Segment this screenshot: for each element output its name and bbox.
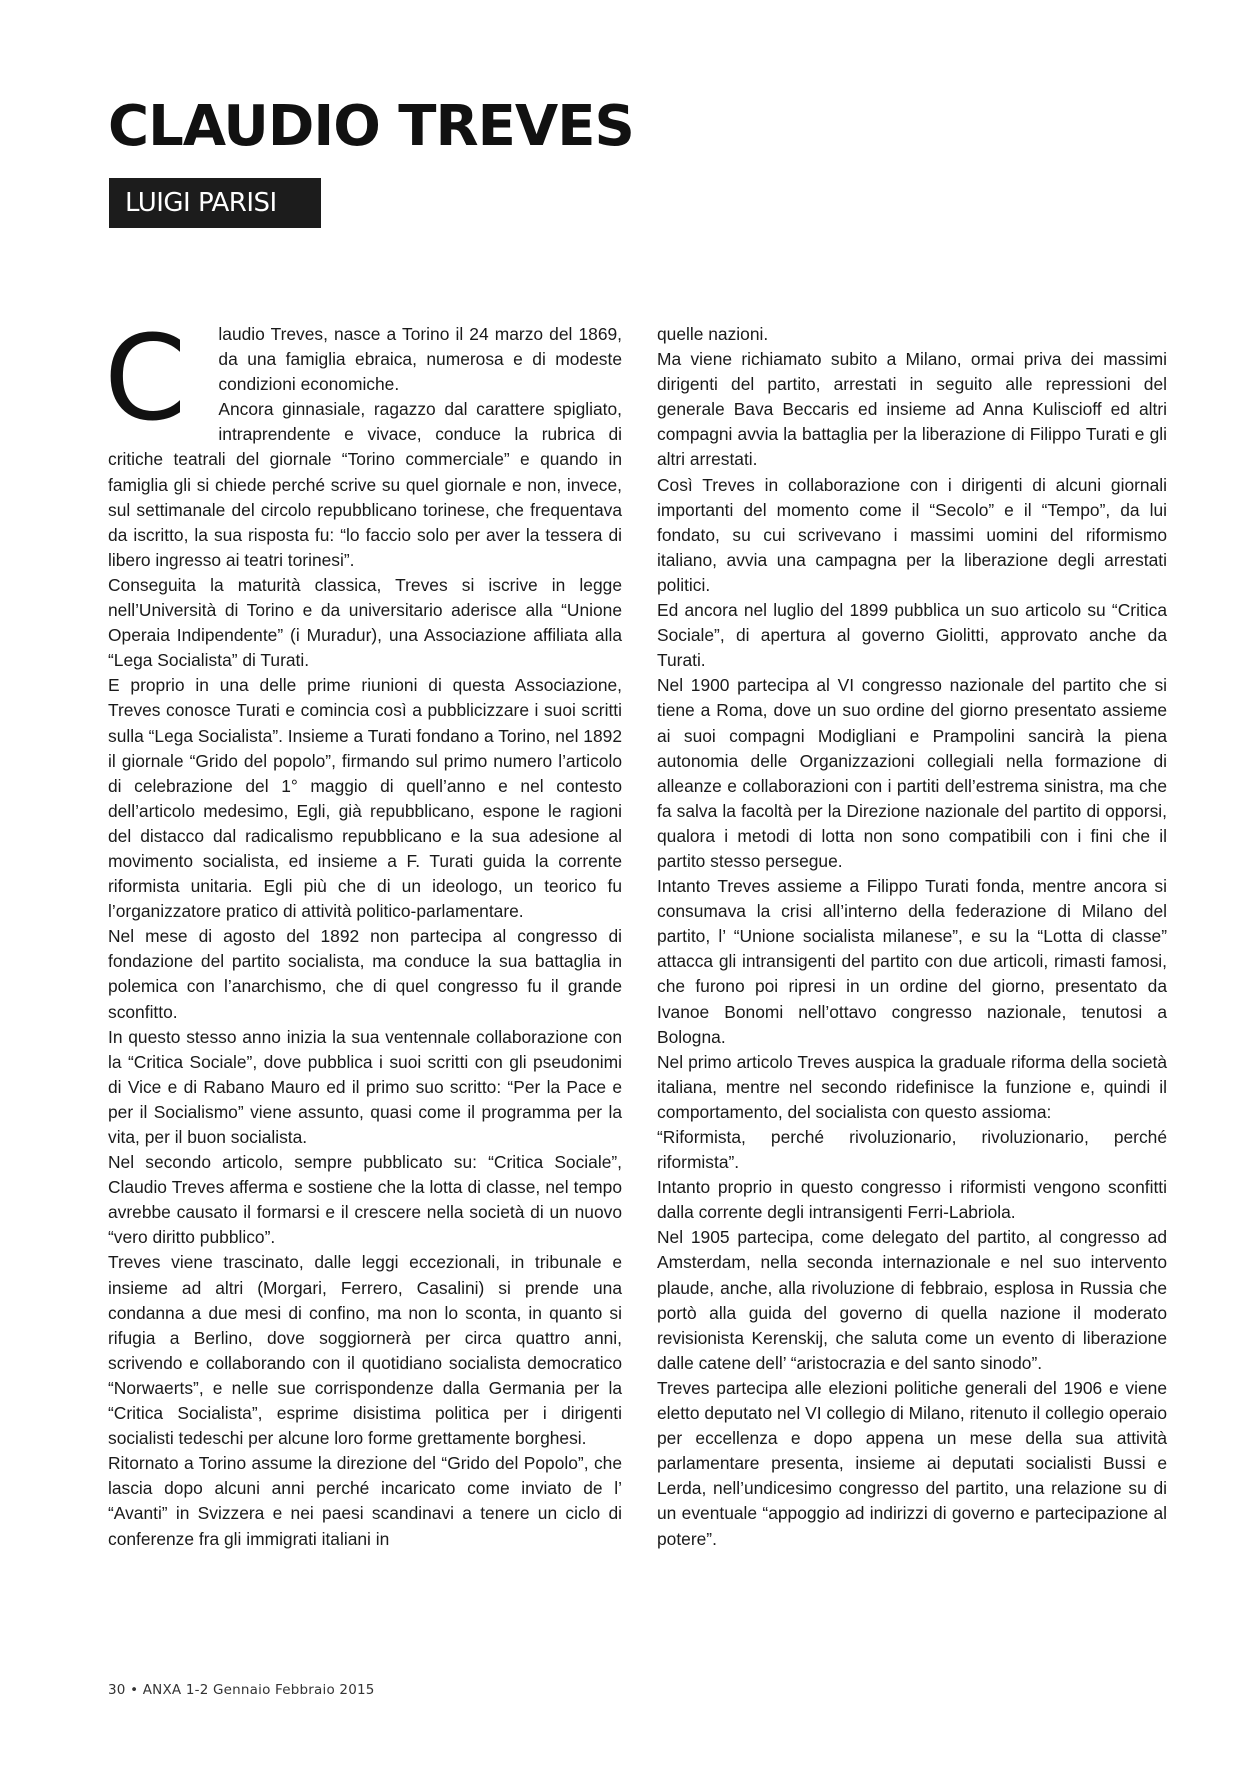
paragraph: Intanto Treves assieme a Filippo Turati fonda, mentre ancora si consumava la crisi all’interno della federazione di Milano del partito, l’ “Unione socialista milanese”, e su la “Lotta di classe” attacca gli intransigenti del partito con due articoli, rimasti famosi, che furono poi ripresi in un ordine del giorno, presentato da Ivanoe Bonomi nell’ottavo congresso nazionale, tenutosi a Bologna.: [657, 876, 1167, 1047]
left-column: [104, 309, 622, 1552]
paragraph: Treves viene trascinato, dalle leggi eccezionali, in tribunale e insieme ad altri (Morgari, Ferrero, Casalini) si prende una condanna a due mesi di confino, ma non lo sconta, in quanto si rifugia a Berlino, dove soggiornerà per circa quattro anni, scrivendo e collaborando con il quotidiano socialista democratico “Norwaerts”, e nelle sue corrispondenze dalla Germania per la “Critica Socialista”, esprime disistima politica per i dirigenti socialisti tedeschi per alcune loro forme grettamente borghesi.: [108, 1252, 622, 1449]
paragraph: Ed ancora nel luglio del 1899 pubblica un suo articolo su “Critica Sociale”, di apertura al governo Giolitti, approvato anche da Turati.: [657, 600, 1167, 671]
paragraph: E proprio in una delle prime riunioni di questa Associazione, Treves conosce Turati e comincia così a pubblicizzare i suoi scritti sulla “Lega Socialista”. Insieme a Turati fondano a Torino, nel 1892 il giornale “Grido del popolo”, firmando sul primo numero l’articolo di celebrazione del 1° maggio di quell’anno e nel contesto dell’articolo medesimo, Egli, già repubblicano, espone le ragioni del distacco dal radicalismo repubblicano e la sua adesione al movimento socialista, ed insieme a F. Turati guida la corrente riformista unitaria. Egli più che di un ideologo, un teorico fu l’organizzatore pratico di attività politico-parlamentare.: [108, 675, 622, 922]
paragraph: Nel 1905 partecipa, come delegato del partito, al congresso ad Amsterdam, nella seconda internazionale e nel suo intervento plaude, anche, alla rivoluzione di febbraio, esplosa in Russia che portò alla guida del governo di quella nazione il moderato revisionista Kerenskij, che saluta come un evento di liberazione dalle catene dell’ “aristocrazia e del santo sinodo”.: [657, 1227, 1167, 1373]
paragraph-text: laudio Treves, nasce a Torino il 24 marzo del 1869, da una famiglia ebraica, numerosa e di modeste condizioni economiche.: [218, 324, 622, 395]
paragraph: “Riformista, perché rivoluzionario, rivoluzionario, perché riformista”.: [657, 1127, 1167, 1173]
article-title: CLAUDIO TREVES: [108, 94, 634, 159]
paragraph: Ancora ginnasiale, ragazzo dal carattere spigliato, intraprendente e vivace, conduce la rubrica di critiche teatrali del giornale “Torino commerciale” e quando in famiglia gli si chiede perché scrive su quel giornale e non, invece, sul settimanale del circolo repubblicano torinese, che frequentava da iscritto, la sua risposta fu: “lo faccio solo per aver la tessera di libero ingresso ai teatri torinesi”.: [108, 399, 622, 570]
paragraph: Nel mese di agosto del 1892 non partecipa al congresso di fondazione del partito socialista, ma conduce la sua battaglia in polemica con l’anarchismo, che di quel congresso fu il grande sconfitto.: [108, 926, 622, 1022]
paragraph: Nel primo articolo Treves auspica la graduale riforma della società italiana, mentre nel secondo ridefinisce la funzione e, quindi il comportamento, del socialista con questo assioma:: [657, 1051, 1167, 1122]
right-column: [657, 322, 1167, 1552]
paragraph: Nel 1900 partecipa al VI congresso nazionale del partito che si tiene a Roma, dove un suo ordine del giorno presentato assieme ai suoi compagni Modigliani e Prampolini sancirà la piena autonomia delle Organizzazioni collegiali nella formazione di alleanze e collaborazioni con i partiti dell’estrema sinistra, ma che fa salva la facoltà per la Direzione nazionale del partito di opporsi, qualora i metodi di lotta non sono compatibili con i fini che il partito stesso persegue.: [657, 675, 1167, 871]
drop-cap: C: [104, 309, 187, 447]
paragraph: [104, 309, 622, 447]
paragraph: Intanto proprio in questo congresso i riformisti vengono sconfitti dalla corrente degli intransigenti Ferri-Labriola.: [657, 1177, 1167, 1223]
page-footer: 30 • ANXA 1-2 Gennaio Febbraio 2015: [108, 1682, 375, 1698]
author-label: LUIGI PARISI: [109, 178, 321, 228]
paragraph: Ma viene richiamato subito a Milano, ormai priva dei massimi dirigenti del partito, arrestati in seguito alle repressioni del generale Bava Beccaris ed insieme ad Anna Kuliscioff ed altri compagni avvia la battaglia per la liberazione di Filippo Turati e gli altri arrestati.: [657, 349, 1167, 470]
paragraph: quelle nazioni.: [657, 324, 769, 344]
paragraph: Ritornato a Torino assume la direzione del “Grido del Popolo”, che lascia dopo alcuni anni perché incaricato come inviato de l’ “Avanti” in Svizzera e nei paesi scandinavi a tenere un ciclo di conferenze fra gli immigrati italiani in: [108, 1453, 622, 1549]
paragraph: In questo stesso anno inizia la sua ventennale collaborazione con la “Critica Sociale”, dove pubblica i suoi scritti con gli pseudonimi di Vice e di Rabano Mauro ed il primo suo scritto: “Per la Pace e per il Socialismo” viene assunto, quasi come il programma per la vita, per il buon socialista.: [108, 1026, 622, 1147]
paragraph: Treves partecipa alle elezioni politiche generali del 1906 e viene eletto deputato nel VI collegio di Milano, ritenuto il collegio operaio per eccellenza e dopo appena un mese della sua attività parlamentare presenta, insieme ai deputati socialisti Bussi e Lerda, nell’undicesimo congresso del partito, una relazione su di un eventuale “appoggio ad indirizzi di governo e partecipazione al potere”.: [657, 1377, 1167, 1549]
paragraph: Nel secondo articolo, sempre pubblicato su: “Critica Sociale”, Claudio Treves afferma e sostiene che la lotta di classe, nel tempo avrebbe causato il formarsi e il crescere nella società di un nuovo “vero diritto pubblico”.: [108, 1152, 622, 1248]
paragraph: Conseguita la maturità classica, Treves si iscrive in legge nell’Università di Torino e da universitario aderisce alla “Unione Operaia Indipendente” (i Muradur), una Associazione affiliata alla “Lega Socialista” di Turati.: [108, 574, 622, 671]
paragraph: Così Treves in collaborazione con i dirigenti di alcuni giornali importanti del momento come il “Secolo” e il “Tempo”, da lui fondato, su cui scrivevano i massimi uomini del riformismo italiano, avvia una campagna per la liberazione degli arrestati politici.: [657, 474, 1167, 595]
